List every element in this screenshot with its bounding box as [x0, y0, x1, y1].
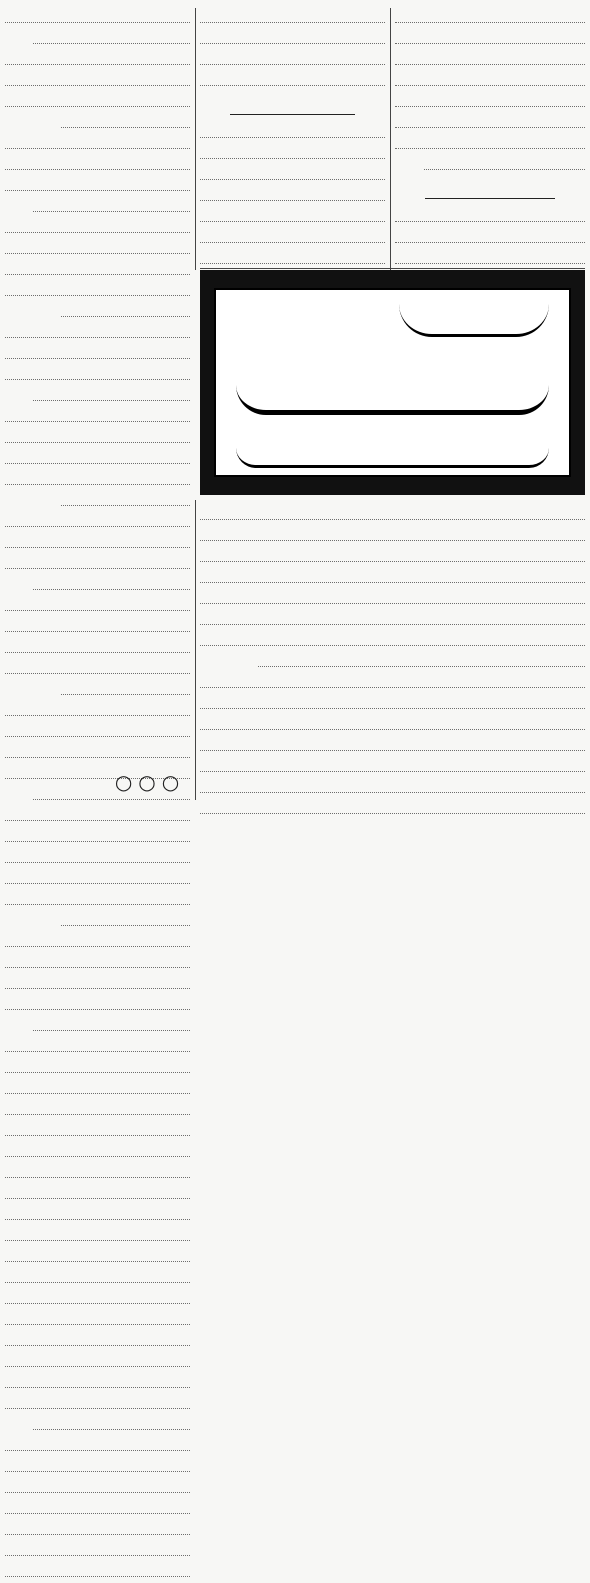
section-divider — [200, 268, 585, 269]
footer-ornament: ○○○ — [114, 770, 186, 794]
article-column-right — [395, 8, 585, 312]
section-heading — [230, 92, 355, 115]
article-column-lower — [200, 505, 585, 820]
title-banner — [200, 270, 585, 495]
section-heading — [425, 176, 555, 199]
column-divider — [390, 8, 391, 270]
closing-line — [25, 752, 200, 766]
article-column-left — [5, 8, 190, 1583]
column-divider — [195, 8, 196, 270]
